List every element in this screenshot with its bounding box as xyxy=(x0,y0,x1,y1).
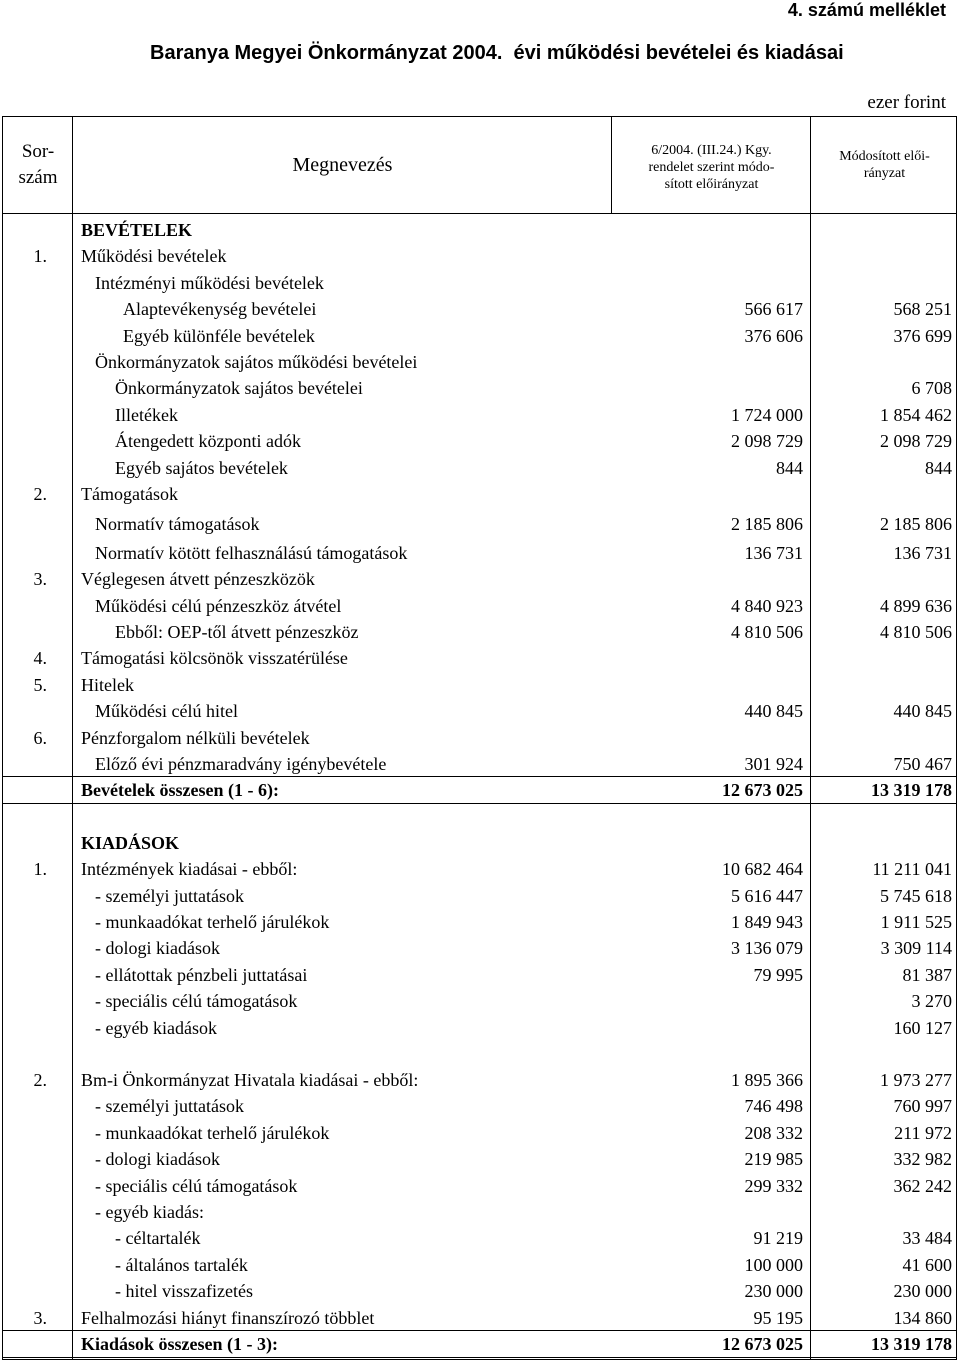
row-label: Működési célú pénzeszköz átvétel xyxy=(95,595,342,616)
original-value: 95 195 xyxy=(753,1307,803,1328)
table-row xyxy=(3,725,958,751)
table-row xyxy=(3,619,958,645)
row-number: 4. xyxy=(33,648,47,669)
row-label: Működési célú hitel xyxy=(95,701,238,722)
table-row xyxy=(3,909,958,935)
modified-value: 2 185 806 xyxy=(880,514,952,535)
header-modified-appropriation: Módosított elői- rányzat xyxy=(839,149,930,181)
modified-value: 13 319 178 xyxy=(871,780,952,801)
original-value: 2 098 729 xyxy=(731,431,803,452)
row-number: 5. xyxy=(33,674,47,695)
row-label: Bevételek összesen (1 - 6): xyxy=(81,780,279,801)
table-row xyxy=(3,593,958,619)
original-value: 4 840 923 xyxy=(731,595,803,616)
row-label: Önkormányzatok sajátos bevételei xyxy=(115,378,363,399)
row-label: - speciális célú támogatások xyxy=(95,991,298,1012)
modified-value: 33 484 xyxy=(902,1228,952,1249)
modified-value: 4 899 636 xyxy=(880,595,952,616)
row-label: - személyi juttatások xyxy=(95,885,244,906)
table-row xyxy=(3,962,958,988)
row-label: Kiadások összesen (1 - 3): xyxy=(81,1334,278,1354)
row-label: - speciális célú támogatások xyxy=(95,1175,298,1196)
spacer-row xyxy=(3,804,958,830)
table-row xyxy=(3,1199,958,1225)
original-value: 208 332 xyxy=(744,1122,803,1143)
table-row xyxy=(3,672,958,698)
original-value: 2 185 806 xyxy=(731,514,803,535)
original-value: 299 332 xyxy=(744,1175,803,1196)
original-value: 844 xyxy=(776,457,803,478)
row-label: Alaptevékenység bevételei xyxy=(123,299,317,320)
table-row xyxy=(3,1120,958,1146)
original-value: 1 849 943 xyxy=(731,912,803,932)
table-row xyxy=(3,1067,958,1093)
modified-value: 160 127 xyxy=(893,1017,952,1038)
table-row xyxy=(3,1252,958,1278)
modified-value: 41 600 xyxy=(902,1254,952,1275)
row-label: Véglegesen átvett pénzeszközök xyxy=(81,569,315,590)
row-label: Működési bevételek xyxy=(81,246,227,267)
row-label: Előző évi pénzmaradvány igénybevétele xyxy=(95,754,387,774)
table-row xyxy=(3,217,958,243)
header-sorszam: Sor- szám xyxy=(18,141,58,188)
row-number: 1. xyxy=(33,859,47,880)
budget-table xyxy=(2,116,957,1360)
row-label: Intézmények kiadásai - ebből: xyxy=(81,859,298,880)
modified-value: 760 997 xyxy=(893,1096,952,1117)
original-value: 440 845 xyxy=(744,701,803,722)
row-number: 3. xyxy=(33,569,47,590)
modified-value: 2 098 729 xyxy=(880,431,952,452)
modified-value: 1 854 462 xyxy=(880,404,952,425)
row-label: Önkormányzatok sajátos működési bevételei xyxy=(95,352,418,372)
original-value: 5 616 447 xyxy=(731,885,803,906)
row-label: - egyéb kiadás: xyxy=(95,1202,204,1222)
modified-value: 1 973 277 xyxy=(880,1070,952,1090)
table-row xyxy=(3,428,958,454)
row-label: KIADÁSOK xyxy=(81,832,180,853)
modified-value: 136 731 xyxy=(893,542,952,563)
original-value: 12 673 025 xyxy=(722,1334,803,1354)
table-row xyxy=(3,1146,958,1172)
original-value: 79 995 xyxy=(753,964,803,985)
original-value: 4 810 506 xyxy=(731,622,803,642)
modified-value: 5 745 618 xyxy=(880,885,952,906)
annex-label: 4. számú melléklet xyxy=(787,0,946,20)
table-row xyxy=(3,1015,958,1041)
modified-value: 230 000 xyxy=(893,1281,952,1302)
row-label: Felhalmozási hiányt finanszírozó többlet xyxy=(81,1307,375,1328)
row-label: - hitel visszafizetés xyxy=(115,1281,253,1302)
row-label: - egyéb kiadások xyxy=(95,1017,217,1038)
modified-value: 568 251 xyxy=(893,299,952,320)
row-number: 2. xyxy=(33,484,47,504)
original-value: 230 000 xyxy=(744,1281,803,1302)
unit-label: ezer forint xyxy=(867,92,946,113)
original-value: 10 682 464 xyxy=(722,859,803,880)
row-label: - személyi juttatások xyxy=(95,1096,244,1117)
row-number: 3. xyxy=(33,1307,47,1328)
table-row xyxy=(3,988,958,1014)
table-row xyxy=(3,883,958,909)
table-row xyxy=(3,511,958,537)
modified-value: 211 972 xyxy=(894,1122,952,1143)
row-label: - munkaadókat terhelő járulékok xyxy=(95,1122,330,1143)
row-label: Egyéb különféle bevételek xyxy=(123,325,315,346)
table-row xyxy=(3,402,958,428)
modified-value: 750 467 xyxy=(893,754,952,774)
table-row xyxy=(3,566,958,592)
modified-value: 11 211 041 xyxy=(872,859,952,880)
row-label: Illetékek xyxy=(115,404,178,425)
table-row xyxy=(3,243,958,269)
table-row xyxy=(3,751,958,777)
table-row xyxy=(3,935,958,961)
original-value: 301 924 xyxy=(744,754,803,774)
original-value: 219 985 xyxy=(744,1149,803,1170)
original-value: 1 724 000 xyxy=(731,404,803,425)
modified-value: 332 982 xyxy=(893,1149,952,1170)
original-value: 100 000 xyxy=(744,1254,803,1275)
original-value: 1 895 366 xyxy=(731,1070,803,1090)
modified-value: 362 242 xyxy=(893,1175,952,1196)
page-title: Baranya Megyei Önkormányzat 2004. évi működési bevételei és kiadásai xyxy=(150,42,844,64)
row-label: Intézményi működési bevételek xyxy=(95,272,324,293)
row-label: Pénzforgalom nélküli bevételek xyxy=(81,727,310,748)
table-row xyxy=(3,830,958,856)
table-row xyxy=(3,1225,958,1251)
original-value: 566 617 xyxy=(744,299,803,320)
row-label: Normatív támogatások xyxy=(95,514,260,535)
row-number: 2. xyxy=(33,1070,47,1090)
header-original-appropriation: 6/2004. (III.24.) Kgy. rendelet szerint módo- sított előirányzat xyxy=(648,142,775,192)
table-row xyxy=(3,481,958,507)
row-label: - céltartalék xyxy=(115,1228,201,1249)
row-label: Egyéb sajátos bevételek xyxy=(115,457,288,478)
table-row xyxy=(3,645,958,671)
modified-value: 81 387 xyxy=(902,964,952,985)
row-label: Ebből: OEP-től átvett pénzeszköz xyxy=(115,622,359,642)
modified-value: 6 708 xyxy=(911,378,952,399)
modified-value: 134 860 xyxy=(893,1307,952,1328)
row-number: 6. xyxy=(33,727,47,748)
modified-value: 376 699 xyxy=(893,325,952,346)
row-label: - dologi kiadások xyxy=(95,1149,220,1170)
row-label: - munkaadókat terhelő járulékok xyxy=(95,912,330,932)
modified-value: 844 xyxy=(925,457,952,478)
row-label: Támogatások xyxy=(81,484,178,504)
table-row xyxy=(3,856,958,882)
total-row xyxy=(3,1331,958,1357)
row-label: Támogatási kölcsönök visszatérülése xyxy=(81,648,348,669)
row-label: Bm-i Önkormányzat Hivatala kiadásai - ebből: xyxy=(81,1070,419,1090)
original-value: 376 606 xyxy=(744,325,803,346)
row-number: 1. xyxy=(33,246,47,267)
modified-value: 3 270 xyxy=(911,991,952,1012)
table-row xyxy=(3,540,958,566)
original-value: 3 136 079 xyxy=(731,938,803,959)
modified-value: 3 309 114 xyxy=(880,938,952,959)
row-label: Hitelek xyxy=(81,674,134,695)
row-label: - általános tartalék xyxy=(115,1254,248,1275)
original-value: 91 219 xyxy=(753,1228,803,1249)
table-row xyxy=(3,698,958,724)
row-label: - dologi kiadások xyxy=(95,938,220,959)
header-megnevezes: Megnevezés xyxy=(292,153,393,176)
modified-value: 13 319 178 xyxy=(871,1334,952,1354)
total-row xyxy=(3,777,958,803)
table-row xyxy=(3,455,958,481)
table-row xyxy=(3,270,958,296)
modified-value: 4 810 506 xyxy=(880,622,952,642)
table-row xyxy=(3,375,958,401)
table-row xyxy=(3,1093,958,1119)
table-row xyxy=(3,1173,958,1199)
row-label: BEVÉTELEK xyxy=(81,220,193,240)
original-value: 746 498 xyxy=(744,1096,803,1117)
row-label: - ellátottak pénzbeli juttatásai xyxy=(95,964,308,985)
row-label: Normatív kötött felhasználású támogatások xyxy=(95,542,408,563)
original-value: 12 673 025 xyxy=(722,780,803,801)
table-row xyxy=(3,296,958,322)
spacer-row xyxy=(3,1041,958,1067)
row-label: Átengedett központi adók xyxy=(115,431,301,452)
table-row xyxy=(3,323,958,349)
modified-value: 440 845 xyxy=(893,701,952,722)
table-row xyxy=(3,1278,958,1304)
modified-value: 1 911 525 xyxy=(880,912,952,932)
table-row xyxy=(3,349,958,375)
table-row xyxy=(3,1305,958,1331)
original-value: 136 731 xyxy=(744,542,803,563)
